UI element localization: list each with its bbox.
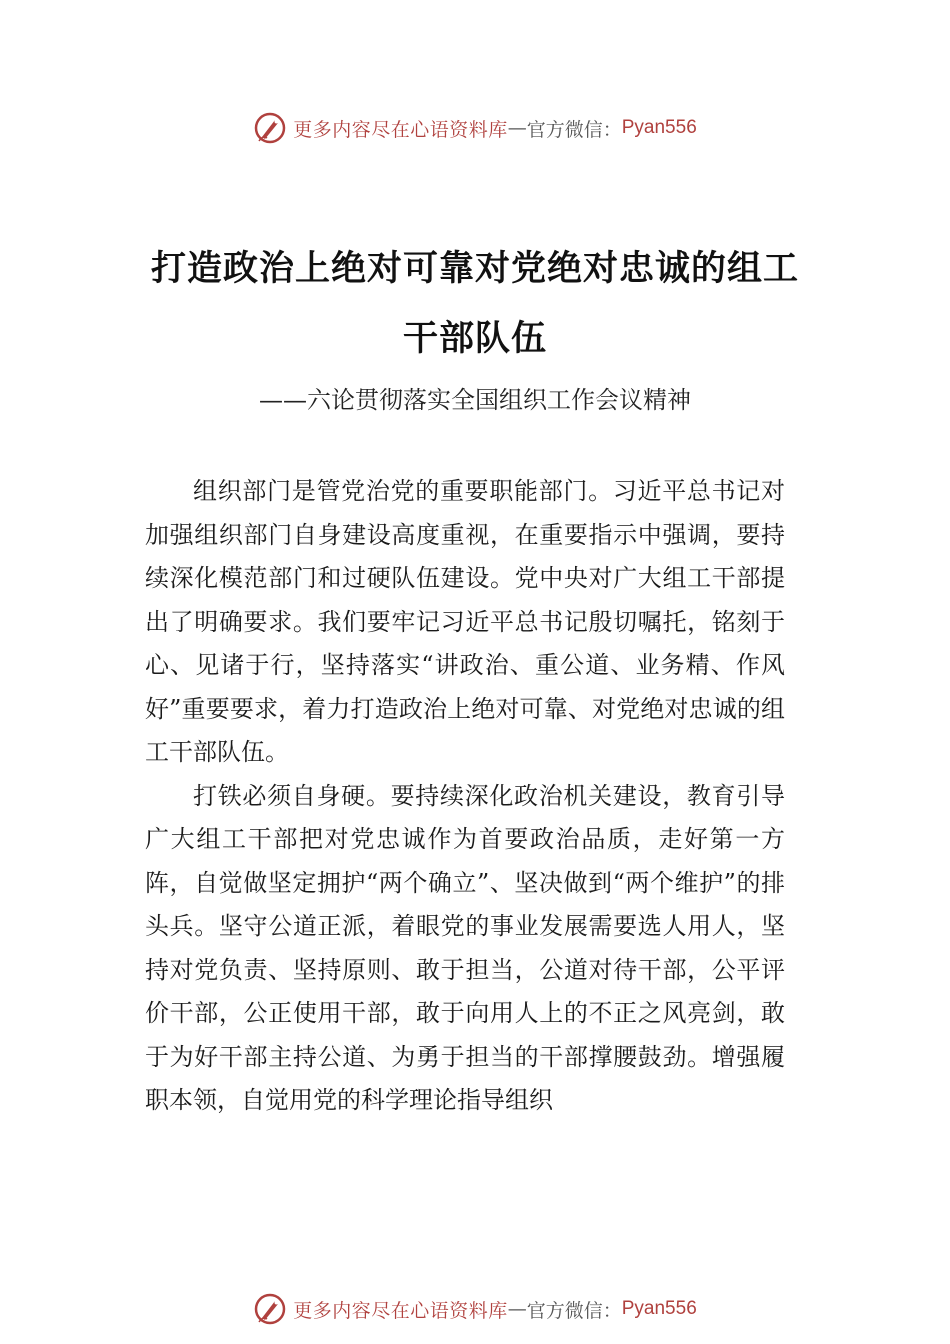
pen-logo-icon <box>253 111 287 145</box>
paragraph-1: 组织部门是管党治党的重要职能部门。习近平总书记对加强组织部门自身建设高度重视，在重要指示中强调，要持续深化模范部门和过硬队伍建设。党中央对广大组工干部提出了明确要求。我们要牢记习近平总书记殷切嘱托，铭刻于心、见诸于行，坚持落实“讲政治、重公道、业务精、作风好”重要要求，着力打造政治上绝对可靠、对党绝对忠诚的组工干部队伍。 <box>145 477 785 766</box>
pen-logo-icon <box>253 1292 287 1326</box>
banner-contact-id: Pyan556 <box>621 1298 697 1319</box>
footer-watermark-banner <box>0 1289 950 1329</box>
banner-contact-label: 官方微信： <box>526 118 622 141</box>
article-title: 打造政治上绝对可靠对党绝对忠诚的组工干部队伍 <box>150 248 799 359</box>
banner-contact-label: 官方微信： <box>526 1299 622 1322</box>
paragraph-2: 打铁必须自身硬。要持续深化政治机关建设，教育引导广大组工干部把对党忠诚作为首要政治品质，走好第一方阵，自觉做坚定拥护“两个确立”、坚决做到“两个维护”的排头兵。坚守公道正派，着眼党的事业发展需要选人用人，坚持对党负责、坚持原则、敢于担当，公道对待干部，公平评价干部，公正使用干部，敢于向用人上的不正之风亮剑，敢于为好干部主持公道、为勇于担当的干部撑腰鼓劲。增强履职本领，自觉用党的科学理论指导组织 <box>145 781 785 1114</box>
banner-brand-text: 更多内容尽在心语资料库 <box>293 118 508 141</box>
banner-brand-text: 更多内容尽在心语资料库 <box>293 1299 508 1322</box>
banner-separator: — <box>507 117 527 139</box>
article-body <box>145 470 785 1123</box>
banner-contact-id: Pyan556 <box>621 117 697 138</box>
header-watermark-banner <box>0 108 950 148</box>
banner-separator: — <box>507 1298 527 1320</box>
article-subtitle: ——六论贯彻落实全国组织工作会议精神 <box>259 386 691 414</box>
